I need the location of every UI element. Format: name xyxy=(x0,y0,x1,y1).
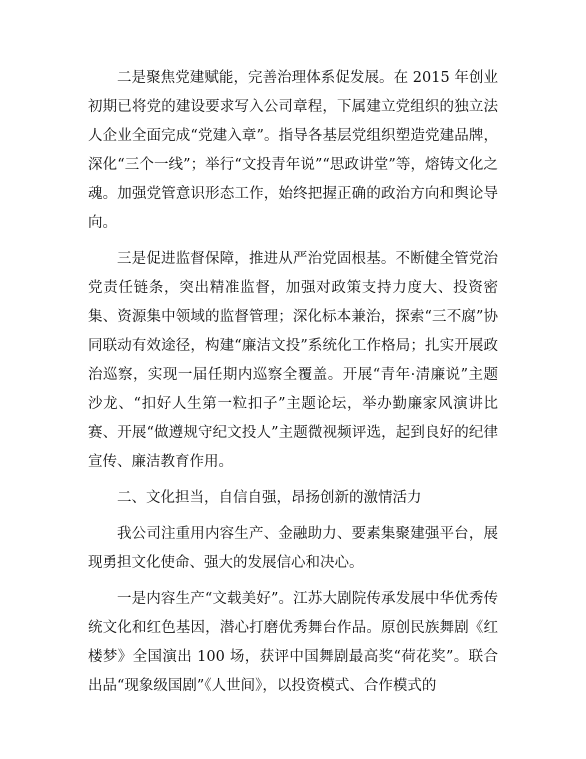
paragraph-supervision: 三是促进监督保障，推进从严治党固根基。不断健全管党治党责任链条，突出精准监督，加强对政策支持力度大、投资密集、资源集中领域的监督管理；深化标本兼治，探索“三不腐”协同联动有效途径，构建“廉洁文投”系统化工作格局；扎实开展政治巡察，实现一届任期内巡察全覆盖。开展“青年·清廉说”主题沙龙、“扣好人生第一粒扣子”主题论坛，举办勤廉家风演讲比赛、开展“做遵规守纪文投人”主题微视频评选，起到良好的纪律宣传、廉洁教育作用。 xyxy=(88,251,498,470)
paragraph-platform-intro: 我公司注重用内容生产、金融助力、要素集聚建强平台，展现勇担文化使命、强大的发展信心和决心。 xyxy=(88,526,498,571)
paragraph-party-building: 二是聚焦党建赋能，完善治理体系促发展。在 2015 年创业初期已将党的建设要求写入公司章程，下属建立党组织的独立法人企业全面完成“党建入章”。指导各基层党组织塑造党建品牌，深化“三个一线”；举行“文投青年说”“思政讲堂”等，熔铸文化之魂。加强党管意识形态工作，始终把握正确的政治方向和舆论导向。 xyxy=(88,70,498,231)
section-heading-culture: 二、文化担当，自信自强，昂扬创新的激情活力 xyxy=(117,490,422,506)
document-body xyxy=(88,64,498,708)
paragraph-content-production: 一是内容生产“文载美好”。江苏大剧院传承发展中华优秀传统文化和红色基因，潜心打磨优秀舞台作品。原创民族舞剧《红楼梦》全国演出 100 场，获评中国舞剧最高奖“荷花奖”。联合出品“现象级国剧”《人世间》，以投资模式、合作模式的 xyxy=(88,591,498,694)
